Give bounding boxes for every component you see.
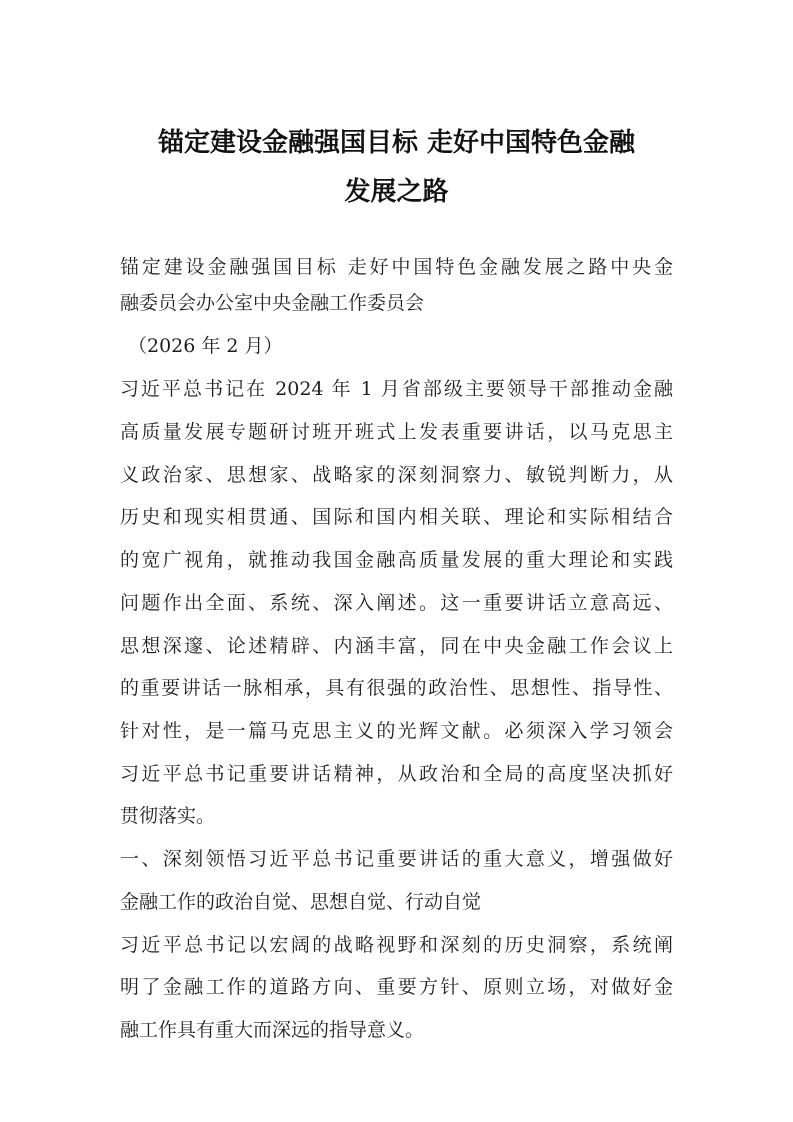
body-line: 习近平总书记重要讲话精神，从政治和全局的高度坚决抓好 <box>120 763 673 785</box>
body-line: 明了金融工作的道路方向、重要方针、原则立场，对做好金 <box>120 976 673 998</box>
document-title-line-1: 锚定建设金融强国目标 走好中国特色金融 <box>157 128 636 158</box>
body-line-date: （2026 年 2 月） <box>128 335 283 357</box>
body-line: 锚定建设金融强国目标 走好中国特色金融发展之路中央金 <box>120 256 673 278</box>
body-line: 针对性，是一篇马克思主义的光辉文献。必须深入学习领会 <box>120 720 673 742</box>
body-line: 贯彻落实。 <box>120 805 216 827</box>
body-line: 的重要讲话一脉相承，具有很强的政治性、思想性、指导性、 <box>120 677 673 699</box>
document-title-line-2: 发展之路 <box>344 177 449 207</box>
body-line: 融委员会办公室中央金融工作委员会 <box>120 292 425 314</box>
section-heading-line: 金融工作的政治自觉、思想自觉、行动自觉 <box>120 891 482 913</box>
section-heading-line: 一、深刻领悟习近平总书记重要讲话的重大意义，增强做好 <box>120 848 673 870</box>
body-line: 历史和现实相贯通、国际和国内相关联、理论和实际相结合 <box>120 506 673 528</box>
body-line: 义政治家、思想家、战略家的深刻洞察力、敏锐判断力，从 <box>120 464 673 486</box>
body-line: 的宽广视角，就推动我国金融高质量发展的重大理论和实践 <box>120 549 673 571</box>
body-line: 思想深邃、论述精辟、内涵丰富，同在中央金融工作会议上 <box>120 635 673 657</box>
body-line: 高质量发展专题研讨班开班式上发表重要讲话，以马克思主 <box>120 421 673 443</box>
body-line: 问题作出全面、系统、深入阐述。这一重要讲话立意高远、 <box>120 592 673 614</box>
body-line: 融工作具有重大而深远的指导意义。 <box>120 1019 425 1041</box>
body-line: 习近平总书记以宏阔的战略视野和深刻的历史洞察，系统阐 <box>120 934 673 956</box>
body-line: 习近平总书记在 2024 年 1 月省部级主要领导干部推动金融 <box>120 378 673 400</box>
